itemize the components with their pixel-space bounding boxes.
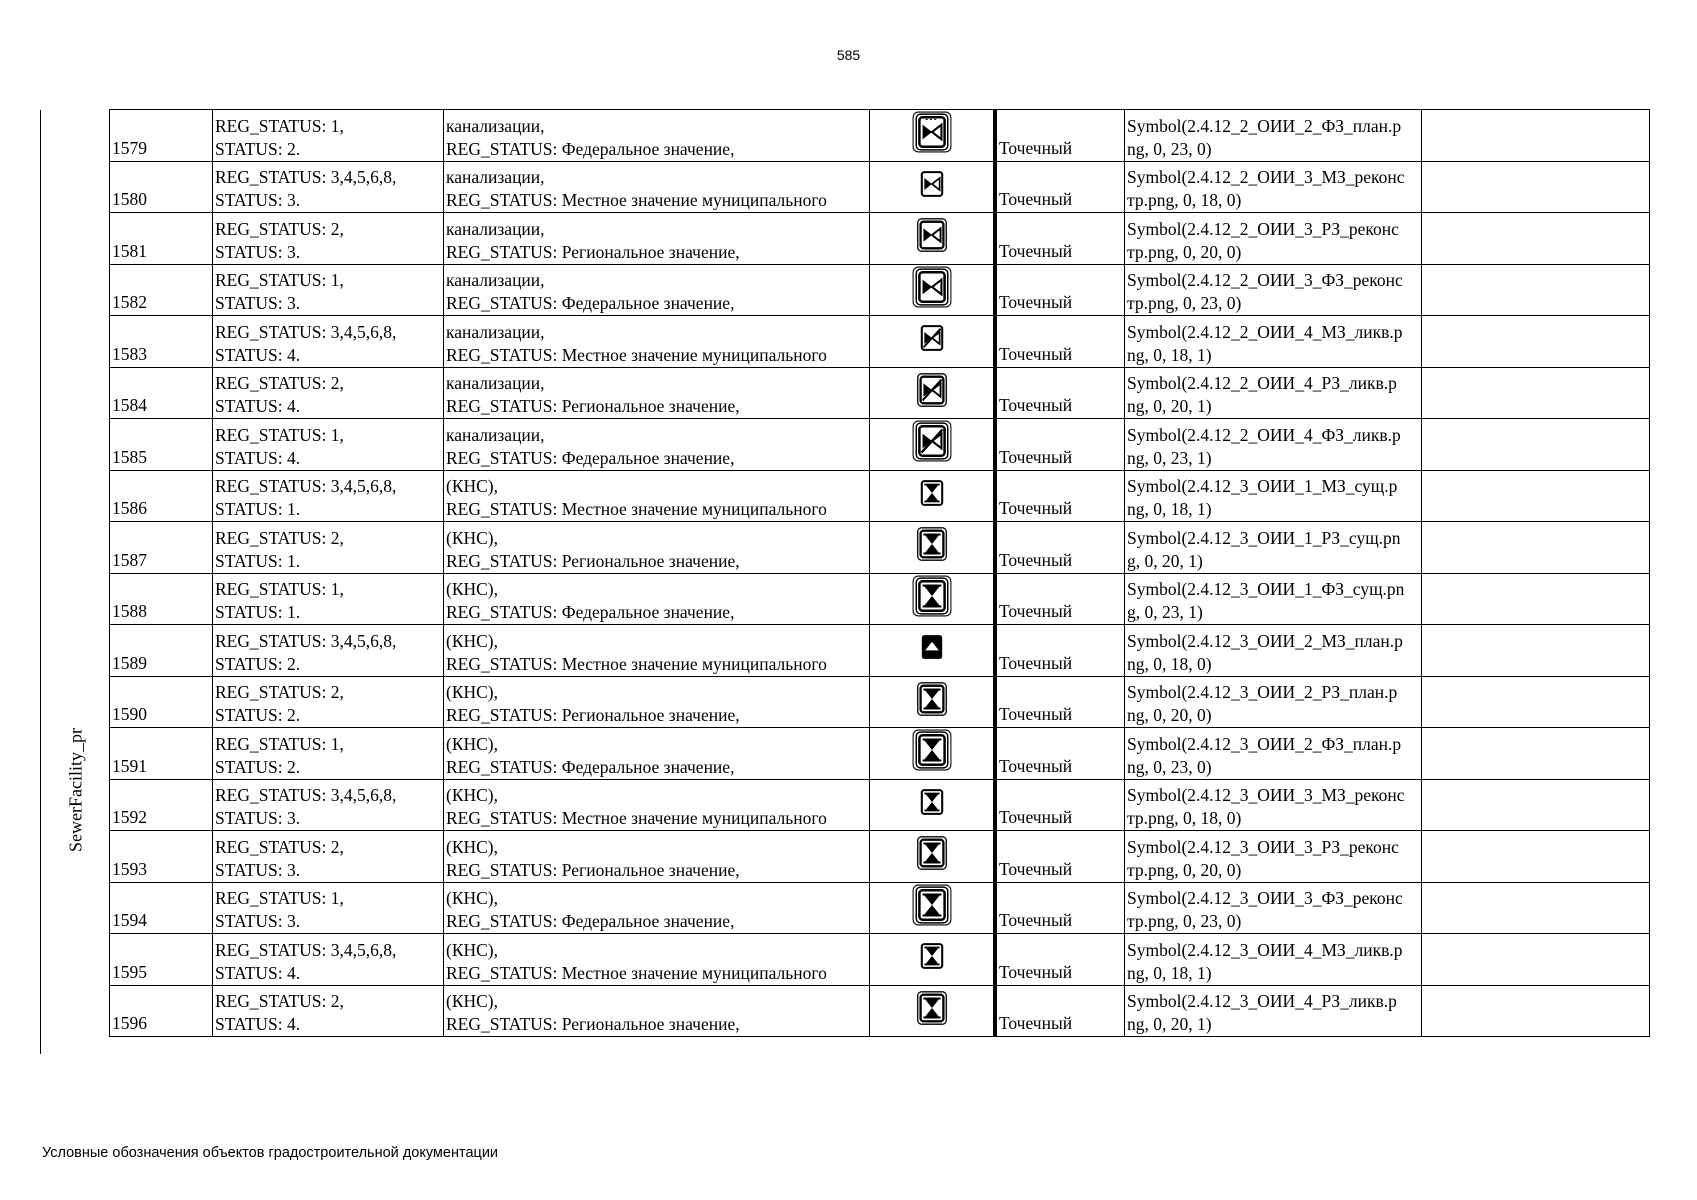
- description-cell: [444, 470, 870, 522]
- condition-cell: [213, 831, 444, 883]
- condition-cell: [213, 985, 444, 1037]
- page-number: 585: [836, 47, 861, 63]
- table-row: [110, 367, 1650, 419]
- empty-cell: [1422, 213, 1650, 265]
- cell-line: Symbol(2.4.12_3_ОИИ_1_РЗ_сущ.pn: [1127, 527, 1401, 548]
- cell-line: REG_STATUS: Местное значение муниципального: [446, 962, 827, 983]
- symbol-definition-cell: [1125, 831, 1422, 883]
- pump-station-regional-liquidation-icon: [913, 989, 951, 1027]
- geometry-type-cell: Точечный: [995, 934, 1125, 986]
- cell-line: REG_STATUS: 3,4,5,6,8,: [215, 476, 397, 496]
- symbol-preview-cell: [870, 316, 996, 368]
- table-row: [110, 522, 1650, 574]
- cell-line: (КНС),: [446, 939, 499, 960]
- valve-bowtie-regional-reconstruction-icon: [913, 216, 951, 254]
- geometry-type-cell: Точечный: [995, 213, 1125, 265]
- condition-cell: [213, 934, 444, 986]
- valve-bowtie-federal-reconstruction-icon: [911, 266, 953, 308]
- empty-cell: [1422, 831, 1650, 883]
- cell-line: (КНС),: [446, 836, 499, 857]
- table-row: [110, 470, 1650, 522]
- cell-line: Symbol(2.4.12_2_ОИИ_3_РЗ_реконс: [1127, 218, 1399, 239]
- description-cell: [444, 316, 870, 368]
- empty-cell: [1422, 573, 1650, 625]
- cell-line: REG_STATUS: 2,: [215, 682, 344, 702]
- cell-line: REG_STATUS: Региональное значение,: [446, 550, 740, 571]
- symbol-preview-cell: [870, 934, 996, 986]
- cell-line: (КНС),: [446, 630, 499, 651]
- symbols-table: [109, 109, 1650, 1037]
- cell-line: (КНС),: [446, 527, 499, 548]
- symbol-preview-cell: [870, 625, 996, 677]
- empty-cell: [1422, 264, 1650, 316]
- symbol-definition-cell: [1125, 882, 1422, 934]
- symbol-preview-cell: [870, 470, 996, 522]
- cell-line: REG_STATUS: 3,4,5,6,8,: [215, 630, 397, 651]
- cell-line: тр.png, 0, 18, 0): [1127, 190, 1242, 210]
- cell-line: (КНС),: [446, 579, 499, 599]
- cell-line: STATUS: 2.: [215, 653, 301, 674]
- cell-line: REG_STATUS: Федеральное значение,: [446, 602, 735, 622]
- cell-line: REG_STATUS: Федеральное значение,: [446, 911, 735, 931]
- cell-line: канализации,: [446, 270, 545, 290]
- row-number-cell: 1595: [110, 934, 213, 986]
- cell-line: канализации,: [446, 218, 545, 239]
- symbol-definition-cell: [1125, 161, 1422, 213]
- symbol-preview-cell: [870, 676, 996, 728]
- pump-station-federal-reconstruction-icon: [911, 884, 953, 926]
- cell-line: Symbol(2.4.12_3_ОИИ_2_МЗ_план.р: [1127, 630, 1403, 651]
- cell-line: тр.png, 0, 18, 0): [1127, 808, 1242, 828]
- table-row: [110, 264, 1650, 316]
- cell-line: REG_STATUS: Региональное значение,: [446, 396, 740, 416]
- row-number-cell: 1581: [110, 213, 213, 265]
- description-cell: [444, 985, 870, 1037]
- cell-line: REG_STATUS: Местное значение муниципального: [446, 808, 827, 828]
- symbol-definition-cell: [1125, 213, 1422, 265]
- description-cell: [444, 573, 870, 625]
- table-row: [110, 213, 1650, 265]
- symbol-definition-cell: [1125, 419, 1422, 471]
- description-cell: [444, 625, 870, 677]
- cell-line: тр.png, 0, 20, 0): [1127, 859, 1242, 880]
- cell-line: STATUS: 3.: [215, 859, 301, 880]
- cell-line: канализации,: [446, 373, 545, 393]
- description-cell: [444, 264, 870, 316]
- row-number-cell: 1589: [110, 625, 213, 677]
- row-number-cell: 1594: [110, 882, 213, 934]
- empty-cell: [1422, 367, 1650, 419]
- cell-line: (КНС),: [446, 682, 499, 702]
- cell-line: STATUS: 4.: [215, 396, 301, 416]
- description-cell: [444, 779, 870, 831]
- condition-cell: [213, 728, 444, 780]
- layer-name-label: SewerFacility_pr: [65, 728, 86, 852]
- cell-line: ng, 0, 20, 0): [1127, 705, 1212, 725]
- valve-bowtie-local-liquidation-icon: [915, 321, 949, 355]
- cell-line: ng, 0, 18, 1): [1127, 499, 1212, 519]
- pump-station-federal-existing-icon: [911, 575, 953, 617]
- cell-line: REG_STATUS: 2,: [215, 218, 344, 239]
- geometry-type-cell: Точечный: [995, 316, 1125, 368]
- valve-bowtie-regional-liquidation-icon: [913, 371, 951, 409]
- cell-line: Symbol(2.4.12_3_ОИИ_1_ФЗ_сущ.pn: [1127, 579, 1405, 599]
- symbol-definition-cell: [1125, 985, 1422, 1037]
- geometry-type-cell: Точечный: [995, 522, 1125, 574]
- cell-line: REG_STATUS: Федеральное значение,: [446, 293, 735, 313]
- cell-line: Symbol(2.4.12_2_ОИИ_3_ФЗ_реконс: [1127, 270, 1403, 290]
- empty-cell: [1422, 625, 1650, 677]
- condition-cell: [213, 573, 444, 625]
- cell-line: STATUS: 1.: [215, 602, 301, 622]
- cell-line: STATUS: 4.: [215, 447, 301, 468]
- cell-line: REG_STATUS: Федеральное значение,: [446, 138, 735, 159]
- cell-line: REG_STATUS: Местное значение муниципального: [446, 653, 827, 674]
- cell-line: Symbol(2.4.12_3_ОИИ_1_МЗ_сущ.р: [1127, 476, 1398, 496]
- pump-station-federal-planned-icon: [911, 729, 953, 771]
- symbol-definition-cell: [1125, 676, 1422, 728]
- symbol-definition-cell: [1125, 625, 1422, 677]
- cell-line: ng, 0, 23, 0): [1127, 756, 1212, 777]
- cell-line: ng, 0, 23, 0): [1127, 138, 1212, 159]
- cell-line: REG_STATUS: Региональное значение,: [446, 241, 740, 262]
- cell-line: Symbol(2.4.12_2_ОИИ_4_ФЗ_ликв.р: [1127, 424, 1401, 445]
- empty-cell: [1422, 110, 1650, 162]
- symbol-preview-cell: [870, 264, 996, 316]
- cell-line: REG_STATUS: Региональное значение,: [446, 1014, 740, 1034]
- row-number-cell: 1596: [110, 985, 213, 1037]
- description-cell: [444, 367, 870, 419]
- valve-bowtie-federal-liquidation-icon: [911, 420, 953, 462]
- description-cell: [444, 882, 870, 934]
- geometry-type-cell: Точечный: [995, 779, 1125, 831]
- geometry-type-cell: Точечный: [995, 985, 1125, 1037]
- condition-cell: [213, 316, 444, 368]
- cell-line: (КНС),: [446, 991, 499, 1011]
- cell-line: REG_STATUS: 3,4,5,6,8,: [215, 939, 397, 960]
- cell-line: STATUS: 3.: [215, 241, 301, 262]
- pump-station-regional-reconstruction-icon: [913, 834, 951, 872]
- empty-cell: [1422, 470, 1650, 522]
- row-number-cell: 1591: [110, 728, 213, 780]
- description-cell: [444, 831, 870, 883]
- table-row: [110, 110, 1650, 162]
- cell-line: STATUS: 4.: [215, 1014, 301, 1034]
- cell-line: ng, 0, 23, 1): [1127, 447, 1212, 468]
- table-row: [110, 419, 1650, 471]
- table-row: [110, 985, 1650, 1037]
- table-row: [110, 934, 1650, 986]
- cell-line: Symbol(2.4.12_3_ОИИ_2_ФЗ_план.р: [1127, 733, 1402, 754]
- condition-cell: [213, 522, 444, 574]
- symbol-preview-cell: [870, 779, 996, 831]
- cell-line: Symbol(2.4.12_2_ОИИ_2_ФЗ_план.р: [1127, 115, 1402, 136]
- cell-line: REG_STATUS: 1,: [215, 579, 344, 599]
- description-cell: [444, 419, 870, 471]
- empty-cell: [1422, 419, 1650, 471]
- cell-line: REG_STATUS: Региональное значение,: [446, 859, 740, 880]
- cell-line: REG_STATUS: 1,: [215, 270, 344, 290]
- cell-line: g, 0, 23, 1): [1127, 602, 1203, 622]
- cell-line: ng, 0, 18, 0): [1127, 653, 1212, 674]
- cell-line: REG_STATUS: 2,: [215, 527, 344, 548]
- description-cell: [444, 161, 870, 213]
- condition-cell: [213, 779, 444, 831]
- table-row: [110, 316, 1650, 368]
- cell-line: канализации,: [446, 321, 545, 342]
- geometry-type-cell: Точечный: [995, 573, 1125, 625]
- geometry-type-cell: Точечный: [995, 676, 1125, 728]
- cell-line: ng, 0, 20, 1): [1127, 1014, 1212, 1034]
- cell-line: ng, 0, 18, 1): [1127, 344, 1212, 365]
- cell-line: канализации,: [446, 424, 545, 445]
- condition-cell: [213, 367, 444, 419]
- cell-line: Symbol(2.4.12_2_ОИИ_4_РЗ_ликв.р: [1127, 373, 1397, 393]
- symbol-preview-cell: [870, 419, 996, 471]
- document-footer: Условные обозначения объектов градостроительной документации: [42, 1145, 499, 1161]
- symbol-definition-cell: [1125, 728, 1422, 780]
- cell-line: Symbol(2.4.12_3_ОИИ_2_РЗ_план.р: [1127, 682, 1398, 702]
- cell-line: REG_STATUS: 3,4,5,6,8,: [215, 321, 397, 342]
- row-number-cell: 1592: [110, 779, 213, 831]
- geometry-type-cell: Точечный: [995, 625, 1125, 677]
- table-row: [110, 625, 1650, 677]
- symbol-definition-cell: [1125, 367, 1422, 419]
- table-row: [110, 676, 1650, 728]
- symbol-definition-cell: [1125, 470, 1422, 522]
- pump-station-regional-existing-icon: [913, 525, 951, 563]
- table-row: [110, 573, 1650, 625]
- geometry-type-cell: Точечный: [995, 728, 1125, 780]
- row-number-cell: 1593: [110, 831, 213, 883]
- geometry-type-cell: Точечный: [995, 161, 1125, 213]
- cell-line: Symbol(2.4.12_2_ОИИ_4_МЗ_ликв.р: [1127, 321, 1403, 342]
- cell-line: STATUS: 2.: [215, 705, 301, 725]
- condition-cell: [213, 161, 444, 213]
- condition-cell: [213, 213, 444, 265]
- row-number-cell: 1588: [110, 573, 213, 625]
- cell-line: тр.png, 0, 23, 0): [1127, 911, 1242, 931]
- geometry-type-cell: Точечный: [995, 831, 1125, 883]
- cell-line: (КНС),: [446, 888, 499, 908]
- condition-cell: [213, 676, 444, 728]
- condition-cell: [213, 882, 444, 934]
- cell-line: тр.png, 0, 20, 0): [1127, 241, 1242, 262]
- cell-line: REG_STATUS: 3,4,5,6,8,: [215, 167, 397, 187]
- row-number-cell: 1583: [110, 316, 213, 368]
- geometry-type-cell: Точечный: [995, 419, 1125, 471]
- symbol-preview-cell: [870, 110, 996, 162]
- description-cell: [444, 934, 870, 986]
- cell-line: ng, 0, 18, 1): [1127, 962, 1212, 983]
- empty-cell: [1422, 882, 1650, 934]
- row-number-cell: 1585: [110, 419, 213, 471]
- condition-cell: [213, 264, 444, 316]
- symbol-definition-cell: [1125, 522, 1422, 574]
- cell-line: REG_STATUS: 1,: [215, 888, 344, 908]
- row-number-cell: 1582: [110, 264, 213, 316]
- cell-line: REG_STATUS: 1,: [215, 424, 344, 445]
- cell-line: STATUS: 2.: [215, 138, 301, 159]
- symbol-definition-cell: [1125, 316, 1422, 368]
- cell-line: REG_STATUS: Местное значение муниципального: [446, 344, 827, 365]
- empty-cell: [1422, 676, 1650, 728]
- empty-cell: [1422, 728, 1650, 780]
- cell-line: STATUS: 4.: [215, 344, 301, 365]
- geometry-type-cell: Точечный: [995, 470, 1125, 522]
- row-number-cell: 1580: [110, 161, 213, 213]
- symbol-preview-cell: [870, 831, 996, 883]
- cell-line: (КНС),: [446, 476, 499, 496]
- row-number-cell: 1586: [110, 470, 213, 522]
- cell-line: REG_STATUS: Федеральное значение,: [446, 447, 735, 468]
- empty-cell: [1422, 934, 1650, 986]
- condition-cell: [213, 625, 444, 677]
- valve-bowtie-federal-planned-icon: [911, 111, 953, 153]
- condition-cell: [213, 110, 444, 162]
- symbol-preview-cell: [870, 728, 996, 780]
- empty-cell: [1422, 985, 1650, 1037]
- empty-cell: [1422, 316, 1650, 368]
- pump-station-local-planned-icon: [915, 630, 949, 664]
- cell-line: REG_STATUS: Региональное значение,: [446, 705, 740, 725]
- condition-cell: [213, 470, 444, 522]
- table-row: [110, 882, 1650, 934]
- cell-line: REG_STATUS: 2,: [215, 991, 344, 1011]
- table-row: [110, 728, 1650, 780]
- symbol-preview-cell: [870, 985, 996, 1037]
- cell-line: REG_STATUS: 2,: [215, 373, 344, 393]
- cell-line: STATUS: 3.: [215, 190, 301, 210]
- cell-line: Symbol(2.4.12_3_ОИИ_4_РЗ_ликв.р: [1127, 991, 1397, 1011]
- cell-line: STATUS: 1.: [215, 550, 301, 571]
- cell-line: REG_STATUS: Федеральное значение,: [446, 756, 735, 777]
- symbol-preview-cell: [870, 367, 996, 419]
- table-row: [110, 831, 1650, 883]
- row-number-cell: 1590: [110, 676, 213, 728]
- cell-line: Symbol(2.4.12_3_ОИИ_4_МЗ_ликв.р: [1127, 939, 1403, 960]
- left-margin-rule: [40, 110, 41, 1054]
- empty-cell: [1422, 522, 1650, 574]
- cell-line: STATUS: 3.: [215, 808, 301, 828]
- pump-station-local-existing-icon: [915, 476, 949, 510]
- cell-line: (КНС),: [446, 733, 499, 754]
- cell-line: Symbol(2.4.12_3_ОИИ_3_РЗ_реконс: [1127, 836, 1399, 857]
- cell-line: STATUS: 3.: [215, 293, 301, 313]
- symbol-preview-cell: [870, 213, 996, 265]
- cell-line: (КНС),: [446, 785, 499, 805]
- cell-line: канализации,: [446, 167, 545, 187]
- pump-station-local-reconstruction-icon: [915, 785, 949, 819]
- table-row: [110, 779, 1650, 831]
- symbol-preview-cell: [870, 161, 996, 213]
- cell-line: REG_STATUS: Местное значение муниципального: [446, 190, 827, 210]
- row-number-cell: 1584: [110, 367, 213, 419]
- description-cell: [444, 213, 870, 265]
- geometry-type-cell: Точечный: [995, 110, 1125, 162]
- symbol-preview-cell: [870, 882, 996, 934]
- empty-cell: [1422, 161, 1650, 213]
- cell-line: тр.png, 0, 23, 0): [1127, 293, 1242, 313]
- cell-line: REG_STATUS: Местное значение муниципального: [446, 499, 827, 519]
- cell-line: ng, 0, 20, 1): [1127, 396, 1212, 416]
- pump-station-regional-planned-icon: [913, 680, 951, 718]
- description-cell: [444, 522, 870, 574]
- cell-line: STATUS: 2.: [215, 756, 301, 777]
- row-number-cell: 1587: [110, 522, 213, 574]
- cell-line: REG_STATUS: 1,: [215, 115, 344, 136]
- cell-line: g, 0, 20, 1): [1127, 550, 1203, 571]
- cell-line: Symbol(2.4.12_3_ОИИ_3_ФЗ_реконс: [1127, 888, 1403, 908]
- cell-line: REG_STATUS: 3,4,5,6,8,: [215, 785, 397, 805]
- symbol-preview-cell: [870, 522, 996, 574]
- row-number-cell: 1579: [110, 110, 213, 162]
- empty-cell: [1422, 779, 1650, 831]
- symbol-definition-cell: [1125, 573, 1422, 625]
- description-cell: [444, 728, 870, 780]
- geometry-type-cell: Точечный: [995, 882, 1125, 934]
- table-row: [110, 161, 1650, 213]
- pump-station-local-liquidation-icon: [915, 939, 949, 973]
- symbol-definition-cell: [1125, 264, 1422, 316]
- symbol-preview-cell: [870, 573, 996, 625]
- cell-line: REG_STATUS: 2,: [215, 836, 344, 857]
- valve-bowtie-local-reconstruction-icon: [915, 167, 949, 201]
- condition-cell: [213, 419, 444, 471]
- symbol-definition-cell: [1125, 779, 1422, 831]
- description-cell: [444, 676, 870, 728]
- cell-line: STATUS: 3.: [215, 911, 301, 931]
- geometry-type-cell: Точечный: [995, 264, 1125, 316]
- cell-line: канализации,: [446, 115, 545, 136]
- symbol-definition-cell: [1125, 934, 1422, 986]
- geometry-type-cell: Точечный: [995, 367, 1125, 419]
- cell-line: STATUS: 1.: [215, 499, 301, 519]
- cell-line: REG_STATUS: 1,: [215, 733, 344, 754]
- cell-line: Symbol(2.4.12_2_ОИИ_3_МЗ_реконс: [1127, 167, 1405, 187]
- cell-line: Symbol(2.4.12_3_ОИИ_3_МЗ_реконс: [1127, 785, 1405, 805]
- cell-line: STATUS: 4.: [215, 962, 301, 983]
- symbol-definition-cell: [1125, 110, 1422, 162]
- description-cell: [444, 110, 870, 162]
